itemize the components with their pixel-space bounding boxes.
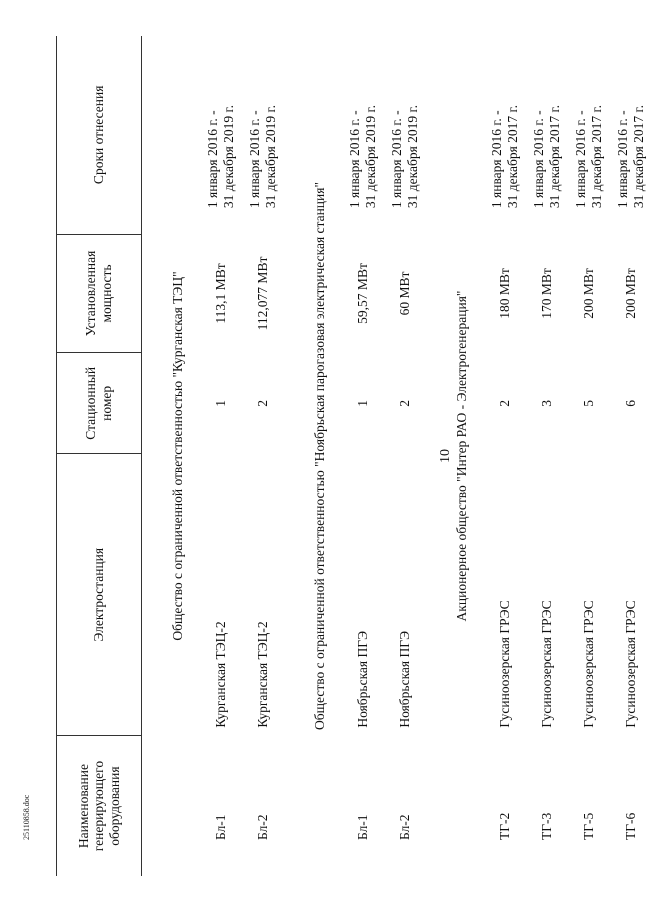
equipment-cell: Бл-1 [355,814,371,840]
period-line: 31 декабря 2017 г. [631,105,646,209]
period-line: 31 декабря 2019 г. [405,105,420,209]
station-cell: Курганская ТЭЦ-2 [255,621,271,728]
period-cell [342,36,384,234]
header-station: Электростанция [57,454,142,736]
station-cell: Курганская ТЭЦ-2 [213,621,229,728]
period-cell [526,36,568,234]
period-line: 31 декабря 2019 г. [221,105,236,209]
equipment-cell: ТГ-2 [497,812,513,840]
period-line: 31 декабря 2017 г. [589,105,604,209]
header-installed-capacity: Установленная мощность [57,234,142,353]
period-cell [610,36,652,234]
capacity-cell: 170 МВт [539,268,555,319]
equipment-cell: ТГ-6 [623,812,639,840]
equipment-cell: Бл-2 [255,814,271,840]
table-row [242,36,284,876]
station-number-cell: 1 [355,399,371,407]
station-number-cell: 6 [623,399,639,407]
file-name: 25110858.doc [22,794,31,840]
capacity-cell: 60 МВт [397,271,413,316]
capacity-cell: 200 МВт [623,268,639,319]
period-line: 1 января 2016 г. - [531,110,547,209]
period-line: 1 января 2016 г. - [347,110,363,209]
equipment-cell: Бл-1 [213,814,229,840]
group-title: Общество с ограниченной ответственностью "Курганская ТЭЦ" [170,271,186,641]
equipment-cell: ТГ-3 [539,812,555,840]
station-number-cell: 2 [497,399,513,407]
period-cell [200,36,242,234]
period-line: 1 января 2016 г. - [247,110,263,209]
period-line: 31 декабря 2017 г. [505,105,520,209]
period-line: 1 января 2016 г. - [489,110,505,209]
header-equipment: Наименование генерирующего оборудования [57,736,142,876]
period-cell [484,36,526,234]
group-row [142,36,201,876]
capacity-cell: 200 МВт [581,268,597,319]
station-cell: Гусиноозерская ГРЭС [539,600,555,728]
group-title: Акционерное общество "Интер РАО - Электрогенерация" [454,290,470,622]
station-cell: Гусиноозерская ГРЭС [497,600,513,728]
station-number-cell: 2 [255,399,271,407]
period-line: 31 декабря 2019 г. [263,105,278,209]
header-period: Сроки отнесения [57,36,142,234]
station-cell: Гусиноозерская ГРЭС [623,600,639,728]
table-row [526,36,568,876]
period-cell [384,36,426,234]
table-header-row [57,36,142,876]
period-cell [242,36,284,234]
group-row [284,36,342,876]
station-cell: Гусиноозерская ГРЭС [581,600,597,728]
table-row [342,36,384,876]
station-number-cell: 1 [213,399,229,407]
generation-equipment-table [56,36,652,876]
capacity-cell: 59,57 МВт [355,263,371,324]
rotated-page [48,36,646,876]
period-line: 1 января 2016 г. - [389,110,405,209]
table-body [142,36,652,876]
table-row [200,36,242,876]
header-station-number: Стационный номер [57,353,142,454]
capacity-cell: 112,077 МВт [255,256,271,331]
group-title: Общество с ограниченной ответственностью "Ноябрьская парогазовая электрическая станция" [312,182,328,730]
period-line: 1 января 2016 г. - [615,110,631,209]
page-number: 10 [438,449,453,463]
station-cell: Ноябрьская ПГЭ [397,631,413,728]
period-cell [568,36,610,234]
capacity-cell: 113,1 МВт [213,263,229,324]
period-line: 1 января 2016 г. - [573,110,589,209]
table-row [610,36,652,876]
table-row [384,36,426,876]
period-line: 31 декабря 2017 г. [547,105,562,209]
station-number-cell: 2 [397,399,413,407]
table-row [484,36,526,876]
table-row [568,36,610,876]
station-number-cell: 3 [539,399,555,407]
equipment-cell: Бл-2 [397,814,413,840]
capacity-cell: 180 МВт [497,268,513,319]
station-number-cell: 5 [581,399,597,407]
period-line: 1 января 2016 г. - [205,110,221,209]
equipment-cell: ТГ-5 [581,812,597,840]
group-row [426,36,484,876]
station-cell: Ноябрьская ПГЭ [355,631,371,728]
period-line: 31 декабря 2019 г. [363,105,378,209]
